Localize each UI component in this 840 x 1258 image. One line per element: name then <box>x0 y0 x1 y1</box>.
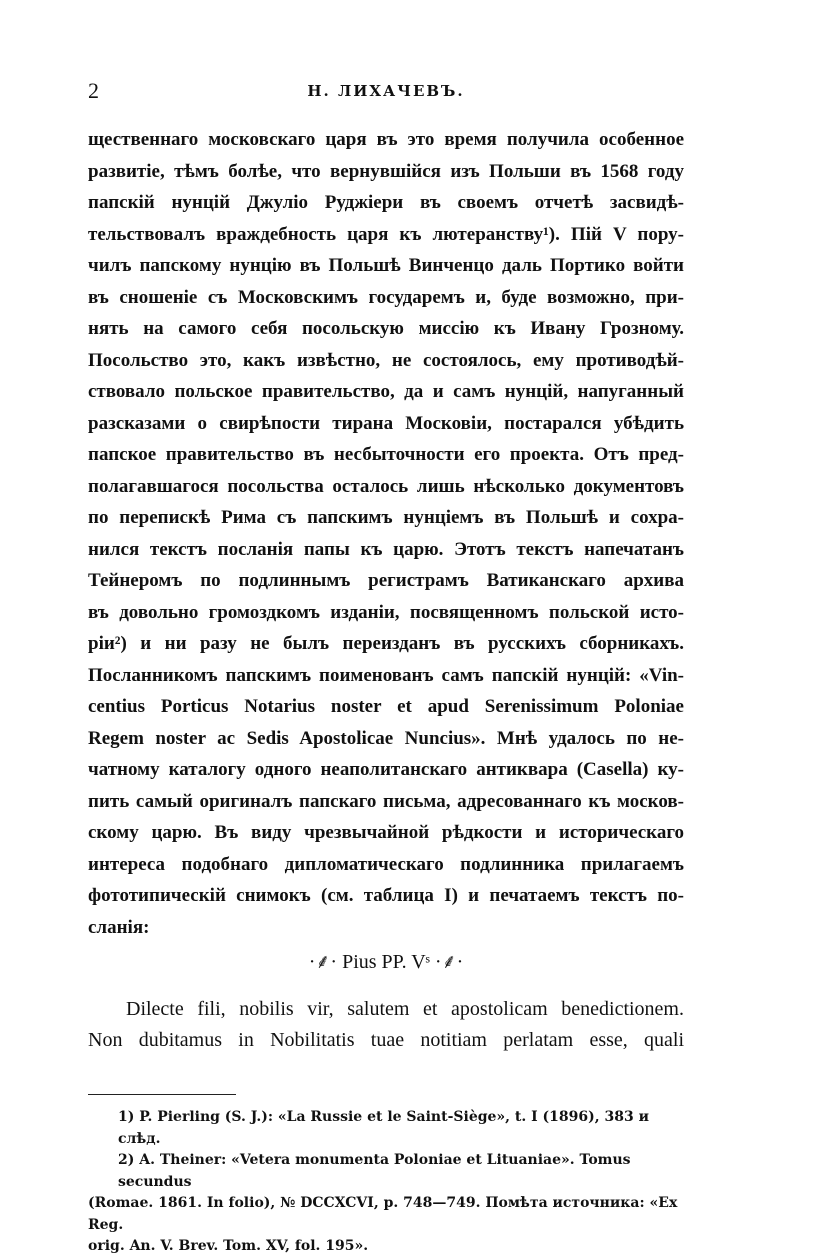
text-line: скому царю. Въ виду чрезвычайной рѣдкости и историческаго <box>88 822 684 843</box>
footnote-divider <box>88 1094 236 1095</box>
text-line: по перепискѣ Рима съ папскимъ нунціемъ въ Польшѣ и сохра- <box>88 507 684 528</box>
text-line: тельствовалъ враждебность царя къ лютеранству¹). Пій V пору- <box>88 223 684 245</box>
text-line: въ сношеніе съ Московскимъ государемъ и, буде возможно, при- <box>88 286 684 308</box>
text-line: въ довольно громоздкомъ изданіи, посвященномъ польской исто- <box>88 601 684 623</box>
body-text <box>88 124 684 943</box>
footnote-2-continued: orig. An. V. Brev. Tom. XV, fol. 195». <box>88 1238 369 1254</box>
text-line: Regem noster ac Sedis Apostolicae Nuncius». Мнѣ удалось по не- <box>88 727 684 749</box>
page-header <box>88 78 684 108</box>
text-line: нился текстъ посланія папы къ царю. Этотъ текстъ напечатанъ <box>88 538 684 560</box>
text-line: Посольство это, какъ извѣстно, не состоялось, ему противодѣй- <box>88 349 684 371</box>
footnote-1: 1) P. Pierling (S. J.): «La Russie et le Saint-Siège», t. I (1896), 383 и слѣд. <box>118 1109 649 1147</box>
text-line: фототипическій снимокъ (см. таблица I) и печатаемъ текстъ по- <box>88 885 684 906</box>
text-line: папское правительство въ несбыточности его проекта. Отъ пред- <box>88 444 684 465</box>
text-line: сланія: <box>88 916 150 938</box>
text-line: ствовало польское правительство, да и самъ нунцій, напуганный <box>88 381 684 402</box>
document-page <box>88 78 684 1258</box>
text-line: centius Porticus Notarius noster et apud Serenissimum Poloniae <box>88 696 684 717</box>
text-line: папскій нунцій Джуліо Руджіери въ своемъ отчетѣ засвидѣ- <box>88 192 684 213</box>
text-line: пить самый оригиналъ папскаго письма, адресованнаго къ москов- <box>88 790 684 812</box>
text-line: развитіе, тѣмъ болѣе, что вернувшійся изъ Польши въ 1568 году <box>88 160 684 182</box>
text-line: чатному каталогу одного неаполитанскаго антиквара (Casella) ку- <box>88 759 684 780</box>
page-number: 2 <box>88 78 99 103</box>
running-head: Н. ЛИХАЧЕВЪ. <box>307 82 465 100</box>
footnote-2-continued: (Romae. 1861. In folio), № DCCXCVI, p. 748—749. Помѣта источника: «Ex Reg. <box>88 1195 678 1233</box>
latin-line: Dilecte fili, nobilis vir, salutem et apostolicam benedictionem. <box>126 998 684 1020</box>
text-line: разсказами о свирѣпости тирана Московіи, постарался убѣдить <box>88 412 684 434</box>
text-line: ріи²) и ни разу не былъ переизданъ въ русскихъ сборникахъ. <box>88 633 684 654</box>
text-line: чилъ папскому нунцію въ Польшѣ Винченцо даль Портико войти <box>88 255 684 276</box>
text-line: полагавшагося посольства осталось лишь нѣсколько документовъ <box>88 475 684 497</box>
text-line: интереса подобнаго дипломатическаго подлинника прилагаемъ <box>88 853 684 875</box>
latin-paragraph <box>88 994 684 1056</box>
footnote-2: 2) A. Theiner: «Vetera monumenta Poloniae et Lituaniae». Tomus secundus <box>118 1152 631 1190</box>
letter-title: ·⸙· Pius PP. Vˢ ·⸙· <box>308 951 464 973</box>
text-line: Тейнеромъ по подлиннымъ регистрамъ Ватиканскаго архива <box>88 570 684 591</box>
text-line: щественнаго московскаго царя въ это время получила особенное <box>88 129 684 150</box>
main-paragraph <box>88 124 684 943</box>
footnotes <box>88 1107 684 1258</box>
latin-letter-text <box>88 994 684 1056</box>
text-line: нять на самого себя посольскую миссію къ Ивану Грозному. <box>88 318 684 339</box>
latin-line: Non dubitamus in Nobilitatis tuae notitiam perlatam esse, quali <box>88 1029 684 1051</box>
text-line: Посланникомъ папскимъ поименованъ самъ папскій нунцій: «Vin- <box>88 664 684 686</box>
